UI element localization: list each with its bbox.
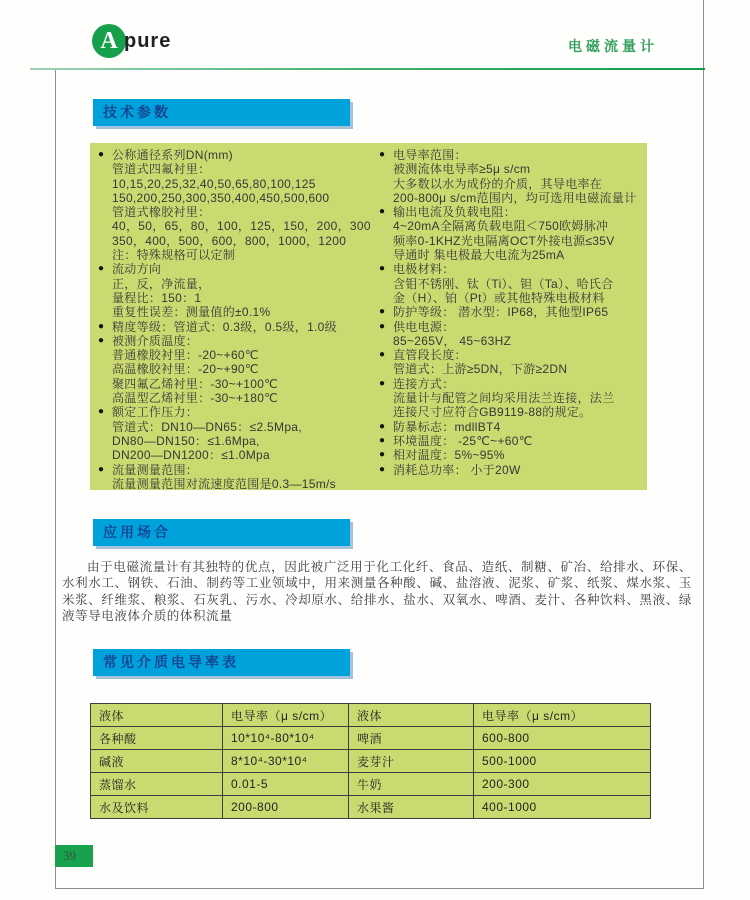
- spec-line: DN200—DN1200：≤1.0Mpa: [112, 448, 270, 463]
- spec-line: 被测流体电导率≥5μ s/cm: [393, 162, 531, 177]
- spec-item-title: [98, 148, 379, 162]
- bullet-icon: ●: [379, 349, 386, 361]
- spec-line: 金（H）、铂（Pt）或其他特殊电极材料: [393, 290, 605, 305]
- page-border-left: [55, 68, 56, 889]
- spec-line: 管道式橡胶衬里：: [112, 205, 211, 220]
- bullet-icon: ●: [98, 320, 105, 332]
- spec-item-title-text: 相对温度：5%~95%: [393, 448, 505, 463]
- bullet-icon: ●: [379, 263, 386, 275]
- table-cell: 10*10⁴-80*10⁴: [223, 727, 349, 750]
- spec-item-title: [379, 377, 639, 391]
- table-cell: 水果酱: [349, 796, 474, 819]
- spec-line: 高温橡胶衬里：-20~+90℃: [112, 362, 259, 377]
- table-cell: 啤酒: [349, 727, 474, 750]
- spec-line: 连接尺寸应符合GB9119-88的规定。: [393, 405, 592, 420]
- spec-item-title-text: 环境温度： -25℃~+60℃: [393, 433, 533, 448]
- spec-item-title-text: 供电电源：: [393, 319, 455, 334]
- spec-line: 200-800μ s/cm范围内，均可选用电磁流量计: [393, 190, 637, 205]
- bullet-icon: ●: [379, 434, 386, 446]
- table-cell: 牛奶: [349, 773, 474, 796]
- spec-item-title: [379, 448, 639, 462]
- table-cell: 各种酸: [91, 727, 223, 750]
- page-border-bottom: [55, 888, 704, 889]
- spec-line: 流量测量范围对流速度范围是0.3—15m/s: [112, 476, 336, 491]
- spec-line: 导通时 集电极最大电流为25mA: [393, 248, 565, 263]
- table-header-cell: 液体: [91, 704, 223, 727]
- spec-item-title: [379, 434, 639, 448]
- spec-line: DN80—DN150：≤1.6Mpa,: [112, 433, 260, 448]
- bullet-icon: ●: [98, 263, 105, 275]
- spec-item-title-text: 流量测量范围：: [112, 462, 199, 477]
- spec-item-title: [379, 305, 639, 319]
- spec-line: 管道式：上游≥5DN，下游≥2DN: [393, 362, 568, 377]
- spec-line: 正，反，净流量，: [112, 276, 211, 291]
- spec-item-title-text: 防暴标志：mdllBT4: [393, 419, 501, 434]
- spec-item-title: [379, 463, 639, 477]
- spec-item-title-text: 消耗总功率： 小于20W: [393, 462, 521, 477]
- spec-line: 含钼不锈刚、钛（Ti）、钽（Ta）、哈氏合: [393, 276, 614, 291]
- bullet-icon: ●: [379, 463, 386, 475]
- spec-item-title-text: 连接方式：: [393, 376, 455, 391]
- spec-item-title: [379, 262, 639, 276]
- spec-line: 大多数以水为成份的介质，其导电率在: [393, 176, 603, 191]
- spec-item-title-text: 流动方向: [112, 262, 162, 277]
- table-cell: 8*10⁴-30*10⁴: [223, 750, 349, 773]
- bullet-icon: ●: [98, 463, 105, 475]
- header-divider: [30, 68, 705, 70]
- spec-line: 管道式：DN10—DN65：≤2.5Mpa,: [112, 419, 302, 434]
- bullet-icon: ●: [379, 377, 386, 389]
- table-row: [91, 773, 651, 796]
- spec-column-right: [379, 148, 639, 485]
- spec-line: 量程比：150：1: [112, 290, 202, 305]
- spec-item-title: [379, 420, 639, 434]
- table-row: [91, 796, 651, 819]
- table-cell: 500-1000: [474, 750, 651, 773]
- spec-item-title-text: 防护等级： 潜水型：IP68，其他型IP65: [393, 305, 609, 320]
- table-header-cell: 液体: [349, 704, 474, 727]
- spec-line: 高温型乙烯衬里：-30~+180℃: [112, 391, 278, 406]
- bullet-icon: ●: [379, 320, 386, 332]
- spec-item-title: [98, 405, 379, 419]
- spec-line: 注：特殊规格可以定制: [112, 248, 236, 263]
- spec-item-title: [98, 320, 379, 334]
- bullet-icon: ●: [379, 306, 386, 318]
- table-cell: 蒸馏水: [91, 773, 223, 796]
- spec-line: 10,15,20,25,32,40,50,65,80,100,125: [112, 176, 316, 191]
- spec-line: 150,200,250,300,350,400,450,500,600: [112, 190, 330, 205]
- bullet-icon: ●: [98, 406, 105, 418]
- application-paragraph: 由于电磁流量计有其独特的优点，因此被广泛用于化工化纤、食品、造纸、制糖、矿冶、给排水、环保、水利水工、钢铁、石油、制药等工业领域中，用来测量各种酸、碱、盐溶液、泥浆、矿浆、纸浆、煤水浆、玉米浆、纤维浆、粮浆、石灰乳、污水、冷却原水、给排水、盐水、双氧水、啤酒、麦汁、各种饮料、黑液、绿液等导电液体介质的体积流量: [62, 560, 692, 623]
- page-number: 39: [55, 845, 93, 867]
- table-header-cell: 电导率（μ s/cm）: [223, 704, 349, 727]
- section-banner-tech-params: 技术参数: [93, 99, 350, 126]
- table-cell: 水及饮料: [91, 796, 223, 819]
- bullet-icon: ●: [379, 420, 386, 432]
- section-banner-applications: 应用场合: [93, 519, 350, 546]
- conductivity-table: [90, 703, 651, 819]
- bullet-icon: ●: [379, 149, 386, 160]
- bullet-icon: ●: [379, 449, 386, 461]
- table-cell: 600-800: [474, 727, 651, 750]
- spec-line: 流量计与配管之间均采用法兰连接，法兰: [393, 391, 615, 406]
- bullet-icon: ●: [98, 149, 105, 160]
- tech-specs-panel: [90, 143, 647, 490]
- table-header-row: [91, 704, 651, 727]
- spec-item-title-text: 额定工作压力：: [112, 405, 199, 420]
- table-cell: 200-800: [223, 796, 349, 819]
- bullet-icon: ●: [379, 206, 386, 218]
- spec-item-title-text: 被测介质温度：: [112, 333, 199, 348]
- spec-item-title: [98, 262, 379, 276]
- spec-line: 频率0-1KHZ光电隔离OCT外接电源≤35V: [393, 233, 615, 248]
- spec-column-left: [98, 148, 379, 491]
- table-cell: 麦芽汁: [349, 750, 474, 773]
- spec-item-title-text: 直管段长度：: [393, 348, 467, 363]
- spec-item-title: [379, 148, 639, 162]
- spec-item-title: [379, 205, 639, 219]
- page-border-right: [703, 0, 704, 889]
- spec-item-title: [98, 463, 379, 477]
- table-cell: 200-300: [474, 773, 651, 796]
- spec-item-title-text: 输出电流及负载电阻：: [393, 205, 517, 220]
- spec-line: 350，400，500，600，800，1000，1200: [112, 233, 347, 248]
- table-row: [91, 750, 651, 773]
- spec-line: 4~20mA全隔离负载电阻＜750欧姆脉冲: [393, 219, 609, 234]
- spec-line: 管道式四氟衬里：: [112, 162, 211, 177]
- table-cell: 碱液: [91, 750, 223, 773]
- table-row: [91, 727, 651, 750]
- spec-item-title-text: 精度等级：管道式：0.3级，0.5级，1.0级: [112, 319, 337, 334]
- bullet-icon: ●: [98, 334, 105, 346]
- spec-item-title-text: 电极材料：: [393, 262, 455, 277]
- spec-item-title: [379, 348, 639, 362]
- spec-line: 重复性误差：测量值的±0.1%: [112, 305, 271, 320]
- brand-name: pure: [124, 30, 172, 52]
- spec-item-title-text: 公称通径系列DN(mm): [112, 148, 233, 162]
- brand-logo-icon: A: [92, 24, 126, 58]
- spec-item-title-text: 电导率范围：: [393, 148, 467, 162]
- table-cell: 400-1000: [474, 796, 651, 819]
- spec-item-title: [379, 320, 639, 334]
- spec-line: 85~265V， 45~63HZ: [393, 333, 512, 348]
- section-banner-conductivity-table: 常见介质电导率表: [93, 649, 350, 676]
- spec-line: 40，50，65，80，100，125，150，200，300: [112, 219, 371, 234]
- table-header-cell: 电导率（μ s/cm）: [474, 704, 651, 727]
- spec-item-title: [98, 334, 379, 348]
- spec-line: 聚四氟乙烯衬里：-30~+100℃: [112, 376, 278, 391]
- product-title: 电磁流量计: [568, 38, 658, 54]
- table-cell: 0.01-5: [223, 773, 349, 796]
- spec-line: 普通橡胶衬里：-20~+60℃: [112, 348, 259, 363]
